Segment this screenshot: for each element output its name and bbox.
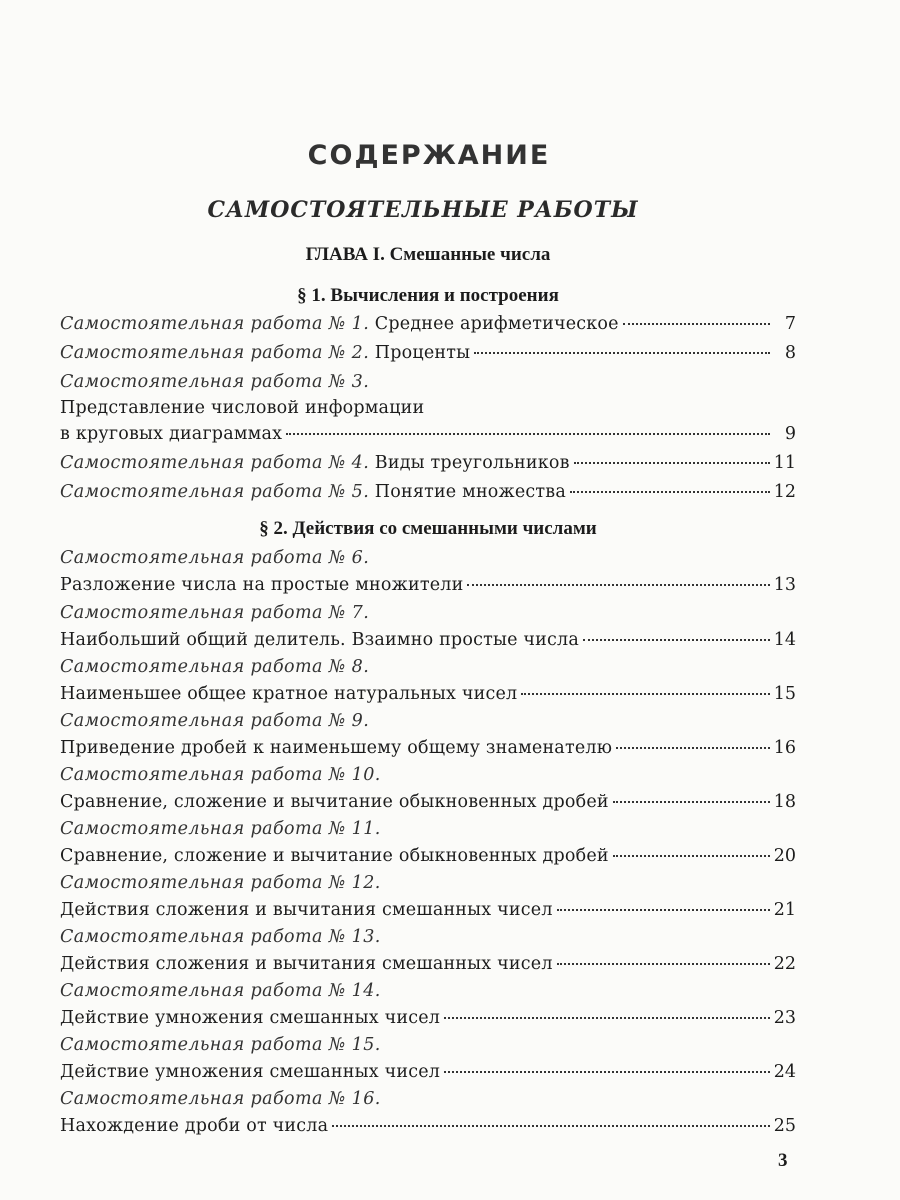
work-label: Самостоятельная работа № 8. — [60, 657, 370, 677]
work-label: Самостоятельная работа № 7. — [60, 603, 370, 623]
page-ref: 20 — [773, 846, 796, 866]
work-label: Самостоятельная работа № 9. — [60, 711, 370, 731]
page-ref: 16 — [773, 738, 796, 758]
leader-dots — [583, 639, 770, 641]
toc-entry-topic-cont — [60, 424, 796, 454]
leader-dots — [613, 855, 770, 857]
toc-entry-topic — [60, 630, 796, 660]
work-label: Самостоятельная работа № 10. — [60, 765, 381, 785]
toc-entry-topic — [60, 900, 796, 930]
topic-text: Действие умножения смешанных чисел — [60, 1062, 441, 1082]
toc-entry-topic — [60, 1008, 796, 1038]
leader-dots — [570, 491, 770, 493]
toc-entry-work — [60, 548, 796, 578]
leader-dots — [286, 433, 770, 435]
work-label: Самостоятельная работа № 2. — [60, 343, 370, 363]
contents-subtitle: САМОСТОЯТЕЛЬНЫЕ РАБОТЫ — [207, 197, 639, 223]
leader-dots — [557, 963, 770, 965]
topic-text: Действия сложения и вычитания смешанных чисел — [60, 900, 553, 920]
toc-entry-topic — [60, 684, 796, 714]
topic-text: Среднее арифметическое — [374, 314, 619, 334]
leader-dots — [616, 747, 770, 749]
toc-entry-topic — [60, 738, 796, 768]
leader-dots — [332, 1125, 770, 1127]
toc-entry — [60, 314, 796, 344]
toc-entry — [60, 343, 796, 373]
toc-entry-work — [60, 927, 796, 957]
section-heading-1: § 1. Вычисления и построения — [297, 285, 559, 306]
topic-text: Наибольший общий делитель. Взаимно простые числа — [60, 630, 579, 650]
toc-entry-topic — [60, 792, 796, 822]
toc-entry-work — [60, 657, 796, 687]
topic-text: Сравнение, сложение и вычитание обыкновенных дробей — [60, 792, 609, 812]
work-label: Самостоятельная работа № 5. — [60, 482, 370, 502]
page-ref: 7 — [784, 314, 796, 334]
toc-entry-work — [60, 1035, 796, 1065]
topic-text: Сравнение, сложение и вычитание обыкновенных дробей — [60, 846, 609, 866]
leader-dots — [613, 801, 770, 803]
leader-dots — [444, 1017, 770, 1019]
work-label: Самостоятельная работа № 3. — [60, 372, 370, 392]
work-label: Самостоятельная работа № 6. — [60, 548, 370, 568]
toc-entry — [60, 482, 796, 512]
work-label: Самостоятельная работа № 15. — [60, 1035, 381, 1055]
contents-title: СОДЕРЖАНИЕ — [307, 140, 551, 171]
leader-dots — [521, 693, 769, 695]
work-label: Самостоятельная работа № 14. — [60, 981, 381, 1001]
leader-dots — [574, 462, 770, 464]
work-label: Самостоятельная работа № 11. — [60, 819, 381, 839]
toc-entry-topic — [60, 846, 796, 876]
topic-text: Виды треугольников — [374, 453, 570, 473]
leader-dots — [474, 352, 770, 354]
toc-entry-topic — [60, 1062, 796, 1092]
work-label: Самостоятельная работа № 4. — [60, 453, 370, 473]
topic-text: Проценты — [374, 343, 471, 363]
topic-text: Нахождение дроби от числа — [60, 1116, 329, 1136]
topic-text: в круговых диаграммах — [60, 424, 283, 444]
topic-text: Действие умножения смешанных чисел — [60, 1008, 441, 1028]
topic-text: Понятие множества — [374, 482, 566, 502]
page-ref: 23 — [773, 1008, 796, 1028]
toc-entry-work — [60, 981, 796, 1011]
leader-dots — [623, 323, 770, 325]
topic-text: Приведение дробей к наименьшему общему знаменателю — [60, 738, 613, 758]
page-ref: 13 — [773, 575, 796, 595]
topic-text: Представление числовой информации — [60, 398, 425, 418]
page-ref: 25 — [773, 1116, 796, 1136]
page-ref: 21 — [773, 900, 796, 920]
toc-entry-work — [60, 711, 796, 741]
leader-dots — [444, 1071, 770, 1073]
work-label: Самостоятельная работа № 16. — [60, 1089, 381, 1109]
page-ref: 18 — [773, 792, 796, 812]
page-ref: 12 — [773, 482, 796, 502]
leader-dots — [557, 909, 770, 911]
toc-entry-topic — [60, 954, 796, 984]
toc-entry-topic — [60, 1116, 796, 1146]
page-ref: 22 — [773, 954, 796, 974]
section-heading-2: § 2. Действия со смешанными числами — [259, 518, 597, 539]
page-number: 3 — [778, 1150, 788, 1171]
chapter-heading: ГЛАВА I. Смешанные числа — [305, 244, 551, 265]
toc-entry-work — [60, 603, 796, 633]
work-label: Самостоятельная работа № 13. — [60, 927, 381, 947]
page-ref: 8 — [784, 343, 796, 363]
toc-entry-work — [60, 765, 796, 795]
toc-entry-topic — [60, 575, 796, 605]
page-ref: 15 — [773, 684, 796, 704]
toc-entry — [60, 453, 796, 483]
toc-entry-work — [60, 873, 796, 903]
work-label: Самостоятельная работа № 12. — [60, 873, 381, 893]
work-label: Самостоятельная работа № 1. — [60, 314, 370, 334]
page-ref: 24 — [773, 1062, 796, 1082]
topic-text: Разложение числа на простые множители — [60, 575, 464, 595]
page-ref: 9 — [784, 424, 796, 444]
toc-entry-work — [60, 819, 796, 849]
toc-entry-work — [60, 1089, 796, 1119]
topic-text: Наименьшее общее кратное натуральных чисел — [60, 684, 518, 704]
leader-dots — [467, 584, 769, 586]
topic-text: Действия сложения и вычитания смешанных чисел — [60, 954, 553, 974]
page-ref: 11 — [773, 453, 796, 473]
page-ref: 14 — [773, 630, 796, 650]
